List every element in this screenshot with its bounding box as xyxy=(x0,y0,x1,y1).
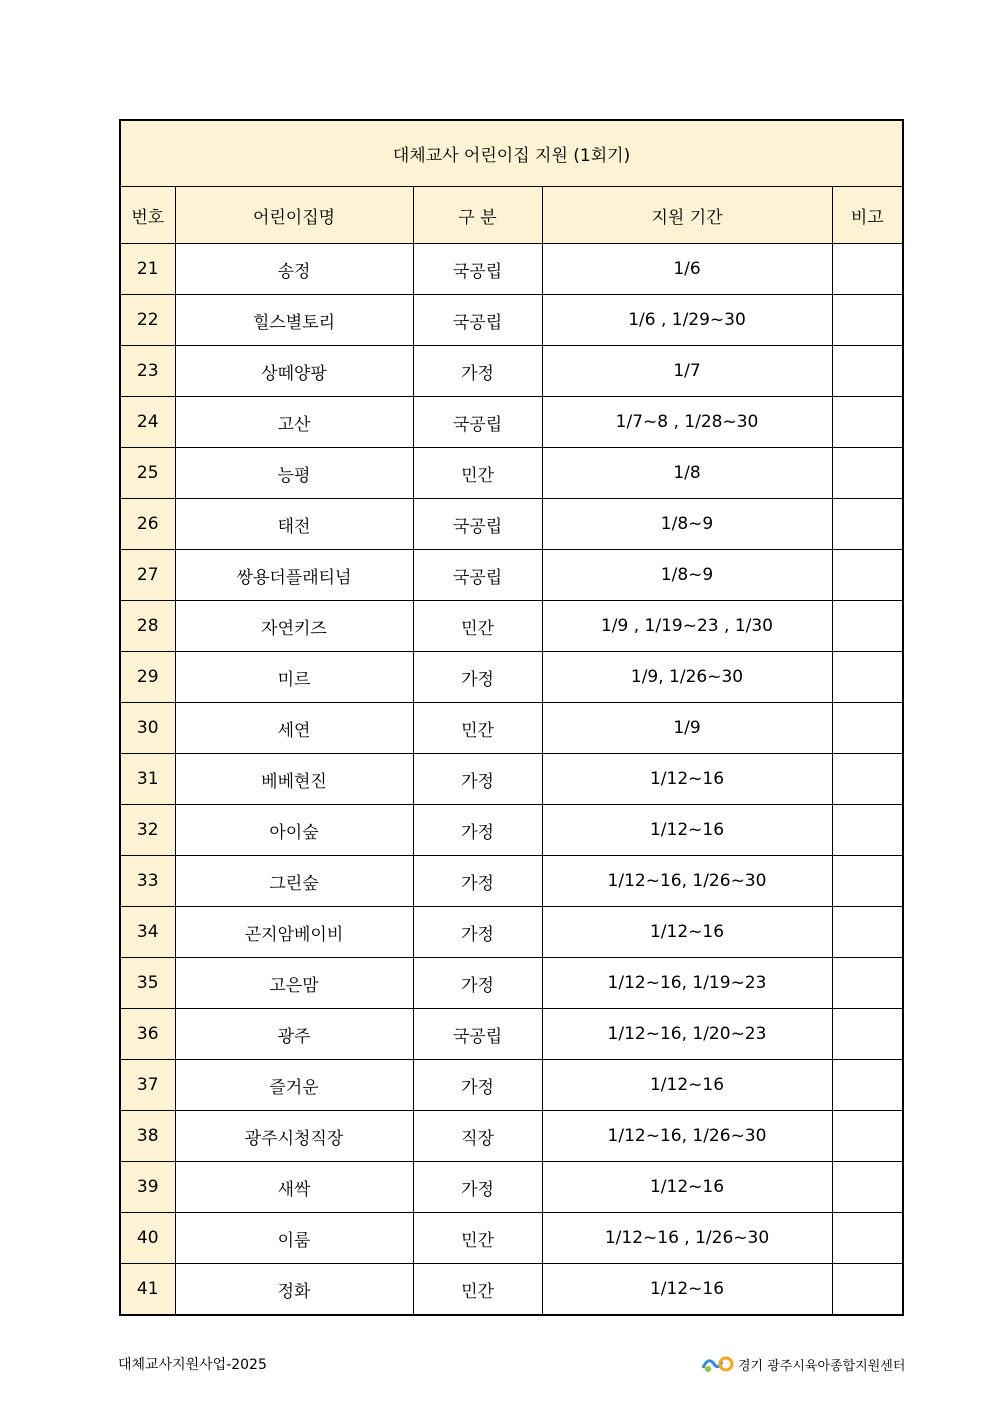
support-period: 1/12~16 xyxy=(542,1060,832,1111)
row-number: 33 xyxy=(120,856,175,907)
note xyxy=(832,907,903,958)
header-category: 구 분 xyxy=(413,187,542,244)
daycare-name: 능평 xyxy=(175,448,413,499)
support-period: 1/12~16 , 1/26~30 xyxy=(542,1213,832,1264)
category: 가정 xyxy=(413,958,542,1009)
support-period: 1/8~9 xyxy=(542,499,832,550)
note xyxy=(832,244,903,295)
table-row xyxy=(120,1162,903,1213)
note xyxy=(832,601,903,652)
row-number: 30 xyxy=(120,703,175,754)
category: 국공립 xyxy=(413,550,542,601)
category: 직장 xyxy=(413,1111,542,1162)
note xyxy=(832,703,903,754)
row-number: 38 xyxy=(120,1111,175,1162)
daycare-name: 베베현진 xyxy=(175,754,413,805)
footer-program-label: 대체교사지원사업-2025 xyxy=(118,1357,267,1373)
header-row xyxy=(120,187,903,244)
note xyxy=(832,652,903,703)
daycare-name: 태전 xyxy=(175,499,413,550)
support-period: 1/12~16 xyxy=(542,1264,832,1316)
table-row xyxy=(120,703,903,754)
support-period: 1/12~16 xyxy=(542,754,832,805)
note xyxy=(832,958,903,1009)
category: 국공립 xyxy=(413,1009,542,1060)
daycare-name: 이룸 xyxy=(175,1213,413,1264)
center-logo-icon xyxy=(700,1354,734,1374)
note xyxy=(832,550,903,601)
daycare-name: 아이숲 xyxy=(175,805,413,856)
table-row xyxy=(120,907,903,958)
note xyxy=(832,805,903,856)
category: 민간 xyxy=(413,703,542,754)
note xyxy=(832,1060,903,1111)
category: 가정 xyxy=(413,1060,542,1111)
category: 가정 xyxy=(413,652,542,703)
note xyxy=(832,346,903,397)
daycare-name: 고산 xyxy=(175,397,413,448)
row-number: 21 xyxy=(120,244,175,295)
category: 국공립 xyxy=(413,499,542,550)
table-row xyxy=(120,244,903,295)
row-number: 31 xyxy=(120,754,175,805)
daycare-name: 미르 xyxy=(175,652,413,703)
category: 국공립 xyxy=(413,397,542,448)
table-row xyxy=(120,1060,903,1111)
table-row xyxy=(120,1111,903,1162)
support-period: 1/7~8 , 1/28~30 xyxy=(542,397,832,448)
row-number: 34 xyxy=(120,907,175,958)
daycare-name: 자연키즈 xyxy=(175,601,413,652)
note xyxy=(832,499,903,550)
row-number: 40 xyxy=(120,1213,175,1264)
daycare-name: 즐거운 xyxy=(175,1060,413,1111)
support-period: 1/12~16, 1/26~30 xyxy=(542,1111,832,1162)
support-period: 1/12~16 xyxy=(542,907,832,958)
note xyxy=(832,1111,903,1162)
row-number: 24 xyxy=(120,397,175,448)
category: 가정 xyxy=(413,1162,542,1213)
table-row xyxy=(120,805,903,856)
row-number: 29 xyxy=(120,652,175,703)
footer-center xyxy=(700,1354,905,1374)
category: 국공립 xyxy=(413,295,542,346)
note xyxy=(832,295,903,346)
row-number: 36 xyxy=(120,1009,175,1060)
support-period: 1/9, 1/26~30 xyxy=(542,652,832,703)
category: 가정 xyxy=(413,346,542,397)
daycare-name: 곤지암베이비 xyxy=(175,907,413,958)
note xyxy=(832,397,903,448)
daycare-name: 그린숲 xyxy=(175,856,413,907)
row-number: 22 xyxy=(120,295,175,346)
daycare-name: 힐스별토리 xyxy=(175,295,413,346)
table-row xyxy=(120,499,903,550)
table-row xyxy=(120,397,903,448)
support-period: 1/9 xyxy=(542,703,832,754)
daycare-name: 세연 xyxy=(175,703,413,754)
row-number: 26 xyxy=(120,499,175,550)
row-number: 23 xyxy=(120,346,175,397)
category: 민간 xyxy=(413,1264,542,1316)
table-row xyxy=(120,550,903,601)
note xyxy=(832,1264,903,1316)
table-row xyxy=(120,652,903,703)
table-row xyxy=(120,958,903,1009)
header-note: 비고 xyxy=(832,187,903,244)
row-number: 32 xyxy=(120,805,175,856)
table-body xyxy=(120,244,903,1316)
table-row xyxy=(120,856,903,907)
support-period: 1/7 xyxy=(542,346,832,397)
daycare-name: 정화 xyxy=(175,1264,413,1316)
category: 민간 xyxy=(413,601,542,652)
table-row xyxy=(120,448,903,499)
title-row xyxy=(120,120,903,187)
table-row xyxy=(120,346,903,397)
support-period: 1/12~16, 1/19~23 xyxy=(542,958,832,1009)
daycare-name: 쌍용더플래티넘 xyxy=(175,550,413,601)
daycare-name: 송정 xyxy=(175,244,413,295)
category: 민간 xyxy=(413,1213,542,1264)
support-period: 1/8~9 xyxy=(542,550,832,601)
support-table xyxy=(119,119,904,1316)
support-period: 1/6 , 1/29~30 xyxy=(542,295,832,346)
note xyxy=(832,856,903,907)
category: 국공립 xyxy=(413,244,542,295)
table-row xyxy=(120,1264,903,1316)
support-period: 1/12~16 xyxy=(542,805,832,856)
note xyxy=(832,754,903,805)
header-support-period: 지원 기간 xyxy=(542,187,832,244)
category: 가정 xyxy=(413,907,542,958)
row-number: 39 xyxy=(120,1162,175,1213)
category: 가정 xyxy=(413,805,542,856)
table-row xyxy=(120,601,903,652)
row-number: 35 xyxy=(120,958,175,1009)
note xyxy=(832,1213,903,1264)
header-daycare-name: 어린이집명 xyxy=(175,187,413,244)
table-row xyxy=(120,295,903,346)
table-title: 대체교사 어린이집 지원 (1회기) xyxy=(120,120,903,187)
category: 가정 xyxy=(413,754,542,805)
support-period: 1/12~16, 1/26~30 xyxy=(542,856,832,907)
row-number: 37 xyxy=(120,1060,175,1111)
note xyxy=(832,1162,903,1213)
note xyxy=(832,448,903,499)
row-number: 25 xyxy=(120,448,175,499)
support-period: 1/12~16 xyxy=(542,1162,832,1213)
table-row xyxy=(120,1009,903,1060)
daycare-name: 고은맘 xyxy=(175,958,413,1009)
row-number: 27 xyxy=(120,550,175,601)
row-number: 41 xyxy=(120,1264,175,1316)
header-number: 번호 xyxy=(120,187,175,244)
daycare-name: 광주 xyxy=(175,1009,413,1060)
footer-center-name: 경기 광주시육아종합지원센터 xyxy=(738,1358,906,1374)
note xyxy=(832,1009,903,1060)
table-row xyxy=(120,1213,903,1264)
support-period: 1/8 xyxy=(542,448,832,499)
daycare-name: 상떼양팡 xyxy=(175,346,413,397)
category: 민간 xyxy=(413,448,542,499)
daycare-name: 광주시청직장 xyxy=(175,1111,413,1162)
daycare-name: 새싹 xyxy=(175,1162,413,1213)
row-number: 28 xyxy=(120,601,175,652)
table-row xyxy=(120,754,903,805)
support-period: 1/9 , 1/19~23 , 1/30 xyxy=(542,601,832,652)
support-period: 1/6 xyxy=(542,244,832,295)
category: 가정 xyxy=(413,856,542,907)
support-period: 1/12~16, 1/20~23 xyxy=(542,1009,832,1060)
